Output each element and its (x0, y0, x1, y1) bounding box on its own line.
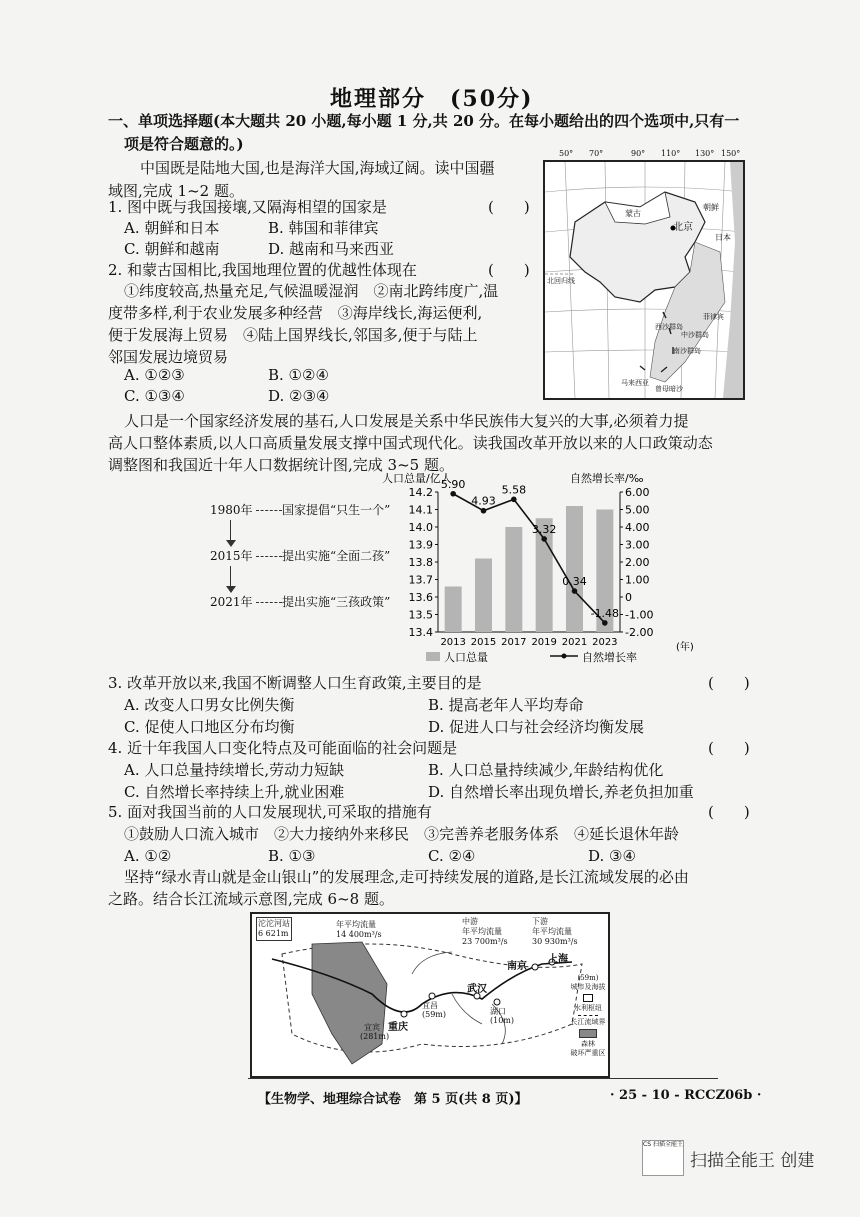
box-middle-flow (462, 917, 508, 947)
growth-rate-data-label: -1.48 (590, 606, 620, 620)
q1-answer-paren: ( ) (488, 198, 530, 216)
footer-left: 【生物学、地理综合试卷 第 5 页(共 8 页)】 (258, 1092, 528, 1107)
nanjing-marker (532, 964, 538, 970)
q4-option-a: A. 人口总量持续增长,劳动力短缺 (124, 761, 345, 779)
city-hukou: 湖口 (490, 1007, 506, 1016)
dam-icon (583, 994, 593, 1002)
legend-forest-label: 森林 (581, 1040, 595, 1048)
y-tick-label-right: 5.00 (625, 503, 650, 517)
q4-option-c: C. 自然增长率持续上升,就业困难 (124, 783, 345, 801)
x-tick-label: 2013 (440, 637, 466, 648)
map-label-mongolia: 蒙古 (625, 209, 641, 218)
q3-answer-paren: ( ) (708, 674, 750, 692)
lon-label-5: 150° (721, 149, 741, 158)
page-title: 地理部分 (50分) (330, 86, 534, 112)
q3-option-b: B. 提高老年人平均寿命 (428, 696, 584, 714)
footer-rule (248, 1078, 718, 1079)
box-middle-flow-value: 23 700m³/s (462, 937, 508, 946)
map-label-dprk: 朝鲜 (703, 203, 719, 212)
boundary-legend-line (578, 1015, 598, 1016)
growth-rate-point (481, 508, 487, 514)
section-heading-line1: 一、单项选择题(本大题共 20 小题,每小题 1 分,共 20 分。在每小题给出的四个选项中,只有一 (108, 112, 740, 130)
growth-rate-point (511, 497, 517, 503)
q3-option-d: D. 促进人口与社会经济均衡发展 (428, 718, 645, 736)
legend-damage-label: 破坏严重区 (570, 1049, 606, 1057)
y-tick-label-right: 0 (625, 591, 632, 604)
q5-option-a: A. ①② (124, 847, 172, 865)
q2-option-d: D. ②③④ (268, 387, 330, 405)
chongqing-marker (401, 1011, 407, 1017)
map-label-xisha: 西沙群岛 (655, 323, 683, 331)
intro-2-line1: 人口是一个国家经济发展的基石,人口发展是关系中华民族伟大复兴的大事,必须着力提 (124, 412, 689, 430)
map-label-philippines: 菲律宾 (703, 313, 724, 321)
q4-option-d: D. 自然增长率出现负增长,养老负担加重 (428, 783, 694, 801)
city-chongqing: 重庆 (388, 1022, 408, 1033)
camscanner-logo: CS 扫描全能王 (642, 1140, 684, 1176)
yichang-marker (429, 993, 435, 999)
intro-3-line1: 坚持“绿水青山就是金山银山”的发展理念,走可持续发展的道路,是长江流域发展的必由 (124, 868, 689, 886)
y-tick-label-right: 4.00 (625, 521, 650, 534)
x-tick-label: 2023 (592, 637, 618, 648)
q2-option-c: C. ①③④ (124, 387, 185, 405)
lon-label-4: 130° (695, 149, 715, 158)
q2-answer-paren: ( ) (488, 261, 530, 279)
city-yichang: 宜昌 (422, 1001, 438, 1010)
growth-rate-point (541, 536, 547, 542)
box-lower-flow-value: 30 930m³/s (532, 937, 578, 946)
box-tuotuo (256, 917, 292, 941)
y-tick-label-right: 6.00 (625, 486, 650, 499)
growth-rate-point (572, 588, 578, 594)
population-bar (445, 587, 462, 633)
policy-year-2015: 2015年 (210, 549, 253, 563)
intro-2-line2: 高人口整体素质,以人口高质量发展支撑中国式现代化。读我国改革开放以来的人口政策动态 (108, 434, 713, 452)
box-middle-label: 中游 (462, 917, 478, 926)
growth-rate-data-label: 0.34 (562, 575, 587, 589)
city-nanjing: 南京 (507, 961, 527, 972)
intro-3-line2: 之路。结合长江流域示意图,完成 6~8 题。 (108, 890, 394, 908)
q5-answer-paren: ( ) (708, 803, 750, 821)
q5-option-c: C. ②④ (428, 847, 476, 865)
policy-timeline (200, 500, 410, 620)
city-yibin: 宜宾 (364, 1023, 380, 1032)
y-tick-label-left: 13.9 (408, 538, 433, 552)
q2-line4: 邻国发展边境贸易 (108, 348, 229, 366)
q5-stem: 5. 面对我国当前的人口发展现状,可采取的措施有 (108, 803, 432, 821)
y-tick-label-right: 1.00 (625, 573, 650, 587)
box-middle-flow-label: 年平均流量 (462, 927, 502, 936)
policy-year-2021: 2021年 (210, 595, 253, 609)
x-tick-label: 2015 (470, 637, 497, 648)
x-tick-label: 2021 (561, 637, 588, 648)
intro-2-line3: 调整图和我国近十年人口数据统计图,完成 3~5 题。 (108, 456, 454, 474)
y-tick-label-right: 3.00 (625, 538, 650, 552)
box-tuotuo-elev: 6 621m (258, 929, 289, 938)
policy-dash-1 (256, 510, 282, 511)
lon-label-2: 90° (631, 149, 646, 158)
q4-stem: 4. 近十年我国人口变化特点及可能面临的社会问题是 (108, 739, 458, 757)
box-upper-flow-value: 14 400m³/s (336, 930, 382, 939)
china-territory-map (543, 149, 745, 400)
q5-option-d: D. ③④ (588, 847, 636, 865)
map-label-tropic: 北回归线 (547, 277, 575, 285)
q1-option-c: C. 朝鲜和越南 (124, 240, 220, 258)
chart-ylabel-left: 人口总量/亿人 (382, 472, 452, 485)
population-bar (566, 506, 583, 632)
q4-option-b: B. 人口总量持续减少,年龄结构优化 (428, 761, 664, 779)
growth-rate-point (602, 620, 608, 626)
chart-ylabel-right: 自然增长率/‰ (570, 472, 644, 485)
box-upper-flow-label: 年平均流量 (336, 920, 376, 929)
q2-line2: 度带多样,利于农业发展多种经营 ③海岸线长,海运便利, (108, 304, 483, 322)
map-label-malaysia: 马来西亚 (621, 379, 649, 387)
y-tick-label-left: 14.1 (408, 503, 433, 517)
y-tick-label-left: 13.4 (408, 626, 433, 639)
yangtze-legend (570, 974, 606, 1058)
forest-legend-swatch (579, 1029, 597, 1038)
x-tick-label: 2017 (501, 637, 527, 648)
q1-stem: 1. 图中既与我国接壤,又隔海相望的国家是 (108, 198, 387, 216)
q2-stem: 2. 和蒙古国相比,我国地理位置的优越性体现在 (108, 261, 417, 279)
q1-option-d: D. 越南和马来西亚 (268, 240, 395, 258)
q5-option-b: B. ①③ (268, 847, 316, 865)
hukou-marker (494, 999, 500, 1005)
map-label-zengmu: 曾母暗沙 (655, 385, 683, 393)
city-wuhan: 武汉 (467, 984, 487, 995)
box-lower-label: 下游 (532, 917, 548, 926)
q2-option-a: A. ①②③ (124, 366, 185, 384)
legend-boundary-label: 长江流域界 (570, 1018, 606, 1026)
q2-option-b: B. ①②④ (268, 366, 329, 384)
legend-dam-label: 水利枢纽 (574, 1004, 602, 1012)
growth-rate-data-label: 4.93 (471, 494, 496, 508)
lon-label-0: 50° (559, 149, 574, 158)
y-tick-label-left: 14.2 (408, 486, 433, 499)
y-tick-label-left: 13.6 (408, 591, 433, 604)
box-tuotuo-name: 沱沱河站 (258, 919, 290, 928)
q1-option-a: A. 朝鲜和日本 (124, 219, 220, 237)
policy-arrow-head-1 (226, 540, 236, 547)
growth-rate-data-label: 5.90 (440, 477, 466, 491)
y-tick-label-right: -2.00 (625, 626, 654, 639)
legend-bar-swatch (426, 652, 440, 661)
map-label-japan: 日本 (715, 233, 731, 242)
y-tick-label-left: 14.0 (408, 521, 433, 534)
intro-1-line2: 域图,完成 1~2 题。 (108, 182, 244, 200)
q4-answer-paren: ( ) (708, 739, 750, 757)
box-upper-flow (336, 920, 382, 940)
box-lower-flow-label: 年平均流量 (532, 927, 572, 936)
q3-option-c: C. 促使人口地区分布均衡 (124, 718, 295, 736)
y-tick-label-right: 2.00 (625, 556, 650, 569)
x-tick-label: 2019 (531, 637, 557, 648)
lon-label-1: 70° (589, 149, 604, 158)
city-shanghai: 上海 (548, 954, 568, 965)
q1-option-b: B. 韩国和菲律宾 (268, 219, 379, 237)
map-label-zhongsha: 中沙群岛 (681, 331, 709, 339)
policy-text-1980: 国家提倡“只生一个” (282, 503, 391, 517)
policy-year-1980: 1980年 (210, 503, 253, 517)
growth-rate-data-label: 3.32 (531, 522, 557, 536)
legend-city-sample: (59m) (577, 974, 599, 982)
q2-line1: ①纬度较高,热量充足,气候温暖湿润 ②南北跨纬度广,温 (124, 282, 499, 300)
q5-measures: ①鼓励人口流入城市 ②大力接纳外来移民 ③完善养老服务体系 ④延长退休年龄 (124, 825, 680, 843)
q2-line3: 便于发展海上贸易 ④陆上国界线长,邻国多,便于与陆上 (108, 326, 478, 344)
city-yichang-elev: (59m) (422, 1010, 447, 1019)
map-label-nansha: 南沙群岛 (673, 347, 701, 355)
policy-dash-2 (256, 556, 282, 557)
y-tick-label-right: -1.00 (625, 608, 654, 622)
legend-line-marker (562, 654, 567, 659)
legend-line-label: 自然增长率 (582, 651, 637, 664)
policy-text-2015: 提出实施“全面二孩” (282, 549, 391, 563)
policy-dash-3 (256, 602, 282, 603)
growth-rate-data-label: 5.58 (501, 483, 527, 497)
footer-right: · 25 - 10 - RCCZ06b · (610, 1088, 762, 1103)
q3-option-a: A. 改变人口男女比例失衡 (124, 696, 295, 714)
policy-arrow-head-2 (226, 586, 236, 593)
legend-bar-label: 人口总量 (444, 651, 488, 664)
policy-text-2021: 提出实施“三孩政策” (282, 595, 391, 609)
y-tick-label-left: 13.7 (408, 573, 433, 587)
legend-city-label: 城市及海拔 (570, 983, 606, 991)
growth-rate-point (450, 491, 456, 497)
section-heading-line2: 项是符合题意的。) (124, 135, 244, 153)
city-hukou-elev: (10m) (490, 1016, 515, 1025)
population-chart (380, 470, 710, 670)
population-bar (505, 527, 522, 632)
box-lower-flow (532, 917, 578, 947)
chart-xunit: (年) (676, 642, 694, 653)
q3-stem: 3. 改革开放以来,我国不断调整人口生育政策,主要目的是 (108, 674, 482, 692)
y-tick-label-left: 13.8 (408, 556, 433, 569)
city-yibin-elev: (281m) (360, 1032, 390, 1041)
population-bar (475, 559, 492, 633)
lon-label-3: 110° (661, 149, 681, 158)
intro-1-line1: 中国既是陆地大国,也是海洋大国,海域辽阔。读中国疆 (140, 159, 495, 177)
y-tick-label-left: 13.5 (408, 608, 433, 622)
watermark-text: 扫描全能王 创建 (690, 1151, 815, 1171)
tributaries (412, 952, 505, 1044)
yangtze-basin-map (250, 912, 610, 1078)
map-label-beijing: 北京 (673, 222, 693, 233)
